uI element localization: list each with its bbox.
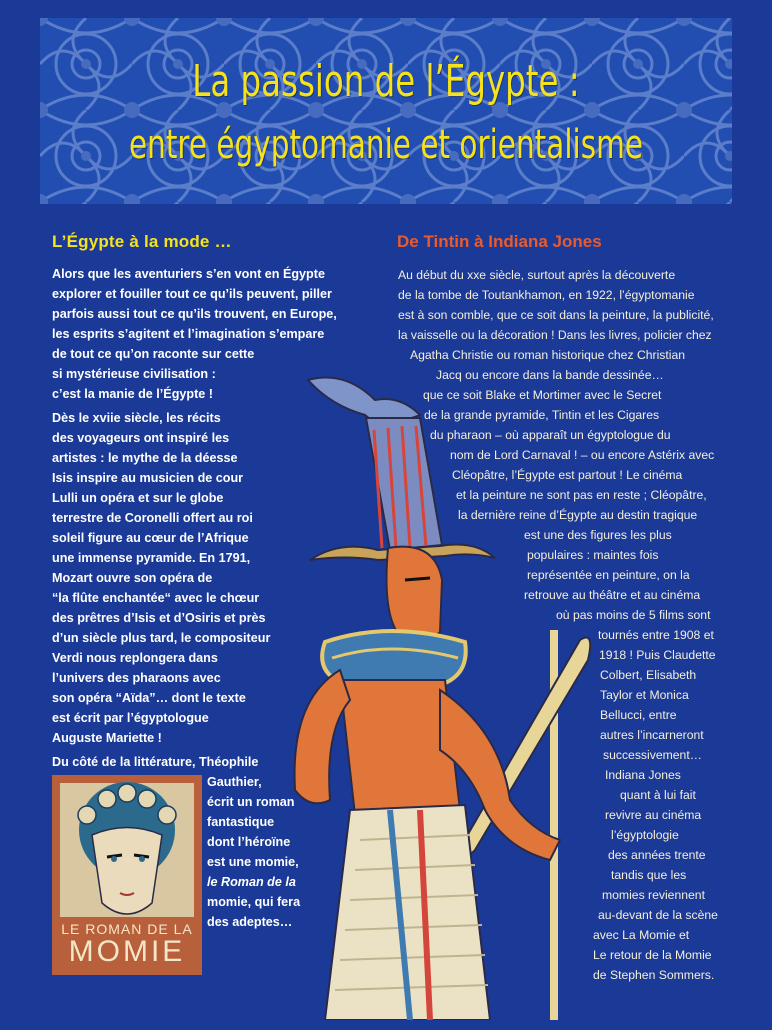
left-line: des adeptes… xyxy=(207,915,293,929)
left-line: dont l’héroïne xyxy=(207,835,291,849)
right-line: représentée en peinture, on la xyxy=(527,568,690,582)
left-line: soleil figure au cœur de l’Afrique xyxy=(52,531,249,545)
right-line: et la peinture ne sont pas en reste ; Cléopâtre, xyxy=(456,488,707,502)
left-line: c’est la manie de l’Égypte ! xyxy=(52,387,213,401)
right-line: tournés entre 1908 et xyxy=(598,628,714,642)
right-line: momies reviennent xyxy=(602,888,705,902)
right-line: de Stephen Sommers. xyxy=(593,968,715,982)
left-line: Gauthier, xyxy=(207,775,262,789)
right-line: la vaisselle ou la décoration ! Dans les livres, policier chez xyxy=(398,328,712,342)
crown-plume-icon xyxy=(308,378,420,423)
right-line: nom de Lord Carnaval ! – ou encore Astérix avec xyxy=(450,448,715,462)
left-line: Lulli un opéra et sur le globe xyxy=(52,491,224,505)
right-line: de la tombe de Toutankhamon, en 1922, l’égyptomanie xyxy=(398,288,695,302)
right-line: Taylor et Monica xyxy=(600,688,689,702)
right-line: Jacq ou encore dans la bande dessinée… xyxy=(436,368,664,382)
right-line: du pharaon – où apparaît un égyptologue du xyxy=(430,428,671,442)
left-line: Verdi nous replongera dans xyxy=(52,651,218,665)
left-line: fantastique xyxy=(207,815,275,829)
left-line: Du côté de la littérature, Théophile xyxy=(52,755,259,769)
right-line: tandis que les xyxy=(611,868,687,882)
right-line: l’égyptologie xyxy=(611,828,679,842)
left-line: de tout ce qu’on raconte sur cette xyxy=(52,347,255,361)
title-line-1: La passion de l’Égypte : xyxy=(192,56,580,107)
pharaoh-head xyxy=(387,547,443,642)
right-line: Bellucci, entre xyxy=(600,708,677,722)
right-line: 1918 ! Puis Claudette xyxy=(599,648,716,662)
right-line: de la grande pyramide, Tintin et les Cigares xyxy=(424,408,660,422)
left-line: Dès le xviie siècle, les récits xyxy=(52,411,221,425)
left-line: l’univers des pharaons avec xyxy=(52,671,221,685)
left-line: les esprits s’agitent et l’imagination s’empare xyxy=(52,327,325,341)
right-line: des années trente xyxy=(608,848,706,862)
book-title-line-1: LE ROMAN DE LA xyxy=(61,921,193,937)
left-line: Alors que les aventuriers s’en vont en Égypte xyxy=(52,267,325,281)
left-line: son opéra “Aïda”… dont le texte xyxy=(52,691,246,705)
left-line: écrit un roman xyxy=(207,795,295,809)
right-heading: De Tintin à Indiana Jones xyxy=(397,232,602,251)
book-cover xyxy=(52,775,202,975)
left-line: si mystérieuse civilisation : xyxy=(52,367,216,381)
left-heading: L’Égypte à la mode … xyxy=(52,232,232,251)
arabesque-pattern-icon xyxy=(40,18,732,204)
left-line: terrestre de Coronelli offert au roi xyxy=(52,511,253,525)
right-line: Cléopâtre, l’Égypte est partout ! Le cinéma xyxy=(452,468,683,482)
left-line: parfois aussi tout ce qu’ils trouvent, en Europe, xyxy=(52,307,337,321)
book-title-line-2: MOMIE xyxy=(68,935,186,968)
right-line: est à son comble, que ce soit dans la peinture, la publicité, xyxy=(398,308,714,322)
left-line: Isis inspire au musicien de cour xyxy=(52,471,244,485)
right-line: Le retour de la Momie xyxy=(593,948,712,962)
left-line: est écrit par l’égyptologue xyxy=(52,711,209,725)
right-line: autres l’incarneront xyxy=(600,728,704,742)
right-line: revivre au cinéma xyxy=(605,808,702,822)
left-line: d’un siècle plus tard, le compositeur xyxy=(52,631,271,645)
left-line: “la flûte enchantée“ avec le chœur xyxy=(52,591,260,605)
right-line: retrouve au théâtre et au cinéma xyxy=(524,588,701,602)
left-line: des voyageurs ont inspiré les xyxy=(52,431,230,445)
left-line: explorer et fouiller tout ce qu’ils peuvent, piller xyxy=(52,287,332,301)
arabesque-banner xyxy=(40,18,732,204)
right-line: successivement… xyxy=(603,748,702,762)
left-line: le Roman de la xyxy=(207,875,296,889)
left-line: une immense pyramide. En 1791, xyxy=(52,551,251,565)
title-line-2: entre égyptomanie et orientalisme xyxy=(128,122,644,168)
left-line: Auguste Mariette ! xyxy=(52,731,162,745)
right-line: populaires : maintes fois xyxy=(527,548,659,562)
left-line: des prêtres d’Isis et d’Osiris et près xyxy=(52,611,266,625)
right-line: Agatha Christie ou roman historique chez Christian xyxy=(410,348,686,362)
left-line: artistes : le mythe de la déesse xyxy=(52,451,238,465)
right-line: quant à lui fait xyxy=(620,788,696,802)
left-line: Mozart ouvre son opéra de xyxy=(52,571,213,585)
right-line: est une des figures les plus xyxy=(524,528,672,542)
right-line: avec La Momie et xyxy=(593,928,690,942)
right-line: où pas moins de 5 films sont xyxy=(556,608,711,622)
left-line: momie, qui fera xyxy=(207,895,301,909)
right-line: que ce soit Blake et Mortimer avec le Secret xyxy=(423,388,662,402)
right-line: Colbert, Elisabeth xyxy=(600,668,697,682)
right-line: Indiana Jones xyxy=(605,768,681,782)
left-line: est une momie, xyxy=(207,855,299,869)
right-line: la dernière reine d’Égypte au destin tragique xyxy=(458,508,698,522)
right-line: Au début du xxe siècle, surtout après la découverte xyxy=(398,268,676,282)
right-line: au-devant de la scène xyxy=(598,908,718,922)
